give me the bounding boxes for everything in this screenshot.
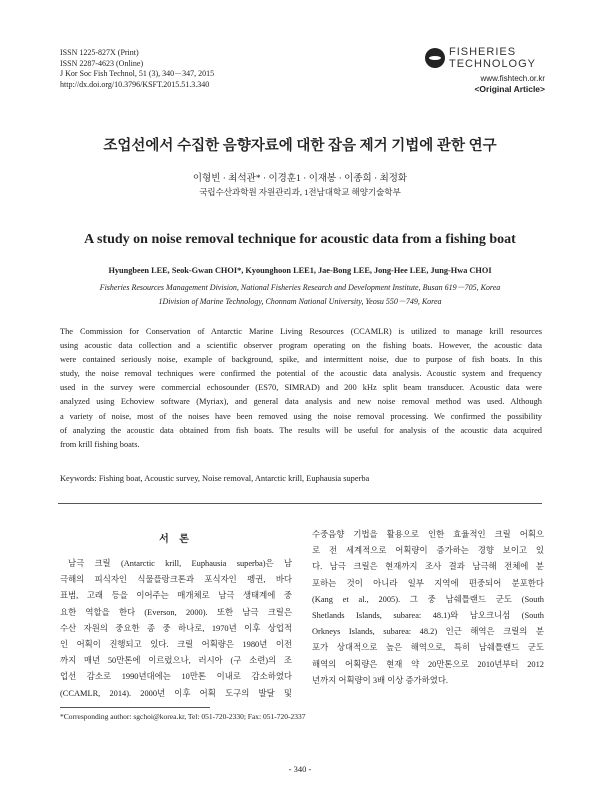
body-line: 해역의 어획량은 현재 약 20만톤으로 2010년부터 2012 [312,659,544,669]
body-line: 로 전 세계적으로 어획량이 증가하는 경향 보이고 있 [312,546,544,556]
abstract-line: were contained seriously noise, example of background, spike, and intermittent noise, due to purpose of fish boats. In this [60,355,542,365]
body-line: 포하는 것이 아니라 일부 지역에 편중되어 분포한다 [312,578,544,588]
body-line: 까지 매년 50만톤에 이르렀으나, 러시아 (구 소련)의 조 [60,656,292,666]
abstract-line: analyzed using Echoview software (Myriax), and general data analysis and new noise removal method was used. Although [60,397,542,407]
abstract-line: The Commission for Conservation of Antarctic Marine Living Resources (CCAMLR) is utilized to manage krill resources [60,327,542,336]
english-affiliation-2: 1Division of Marine Technology, Chonnam National University, Yeosu 550－749, Korea [158,297,442,306]
logo-line-2: TECHNOLOGY [449,58,537,70]
body-line: Orkneys Islands, subarea: 48.2) 인근 해역은 크릴의 분 [312,627,544,637]
abstract [60,325,542,452]
korean-affiliation: 국립수산과학원 자원관리과, 1전남대학교 해양기술학부 [199,187,401,197]
body-line: 남극 크릴 (Antarctic krill, Euphausia superba)은 남 [68,559,292,568]
section-divider [58,503,542,504]
body-line: 년까지 어획량이 3배 이상 증가하였다. [312,675,449,685]
journal-citation: J Kor Soc Fish Technol, 51 (3), 340－347, 2015 [60,69,215,78]
body-line: 인 어획이 진행되고 있다. 크릴 어획량은 1980년 이전 [60,640,292,650]
english-affiliation-1: Fisheries Resources Management Division, National Fisheries Research and Development Institute, Busan 619－705, Korea [99,283,501,292]
abstract-line: a variety of noise, most of the noises have been removed using the noise removal processing. We confirmed the possibility [60,411,542,421]
body-line: 극해의 피식자인 식물플랑크톤과 포식자인 펭귄, 바다 [60,575,292,585]
logo-line-1: FISHERIES [449,46,517,58]
journal-meta [60,48,214,90]
korean-authors: 이형빈 · 최석관* · 이경훈1 · 이재봉 · 이종희 · 최정화 [192,174,408,184]
body-column-left [60,556,292,702]
abstract-line: used in the survey were commercial echosounder (ES70, SIMRAD) and 200 kHz split beam transducer. Acoustic data were [60,383,542,393]
abstract-line: of analyzing the acoustic data obtained from fish boats. The results will be useful for analysis of the acoustic data acquired [60,425,542,435]
keywords: Keywords: Fishing boat, Acoustic survey, Noise removal, Antarctic krill, Euphausia superba [60,474,370,483]
body-column-right [312,527,544,689]
body-line: Shetlands Islands, subarea: 48.1)와 남오크니섬 (South [312,611,544,621]
body-line: 요한 역할을 한다 (Everson, 2000). 또한 남극 크릴은 [60,607,292,617]
body-line: 수산 자원의 중요한 종 중 하나로, 1970년 이후 상업적 [60,623,292,633]
journal-url[interactable]: www.fishtech.or.kr [480,74,545,83]
page-number: - 340 - [288,764,312,774]
abstract-line: from krill fishing boats. [60,439,140,449]
footnote-divider [60,707,210,708]
journal-logo [425,46,545,94]
body-line: 다. 남극 크릴은 현재까지 조사 결과 남극해 전체에 분 [312,562,544,572]
abstract-line: study, the noise removal techniques were confirmed the potential of the acoustic data analysis. Acoustic system and frequency [60,369,542,379]
abstract-line: using acoustic data collection and a scientific observer program operating on the fishing boats. However, the acoustic data [60,341,542,351]
english-title: A study on noise removal technique for acoustic data from a fishing boat [84,232,516,247]
english-authors: Hyungbeen LEE, Seok-Gwan CHOI*, Kyounghoon LEE1, Jae-Bong LEE, Jong-Hee LEE, Jung-Hwa CHOI [108,266,492,275]
body-line: (CCAMLR, 2014). 2000년 이후 어획 도구의 발달 및 [60,688,292,698]
doi-link[interactable]: http://dx.doi.org/10.3796/KSFT.2015.51.3.340 [60,79,210,89]
issn-online: ISSN 2287-4623 (Online) [60,58,144,68]
body-line: 표범, 고래 등을 이어주는 매개체로 남극 생태계에 중 [60,591,292,601]
article-type-badge: <Original Article> [474,84,545,94]
fish-logo-icon [425,48,445,68]
body-line: 수중음향 기법을 활용으로 인한 효율적인 크릴 어획으 [312,530,544,539]
korean-title: 조업선에서 수집한 음향자료에 대한 잡음 제거 기법에 관한 연구 [103,138,497,154]
issn-print: ISSN 1225-827X (Print) [60,48,139,57]
section-title-introduction: 서 론 [159,534,193,545]
corresponding-author-footnote: *Corresponding author: sgchoi@korea.kr, Tel: 051-720-2330; Fax: 051-720-2337 [60,712,306,721]
body-line: 포가 상대적으로 높은 해역으로, 특히 남쉐틀랜드 군도 [312,643,544,653]
body-line: 업선 감소로 1990년대에는 10만톤 이내로 감소하였다 [60,672,292,682]
body-line: (Kang et al., 2005). 그 중 남쉐틀랜드 군도 (South [312,594,544,604]
